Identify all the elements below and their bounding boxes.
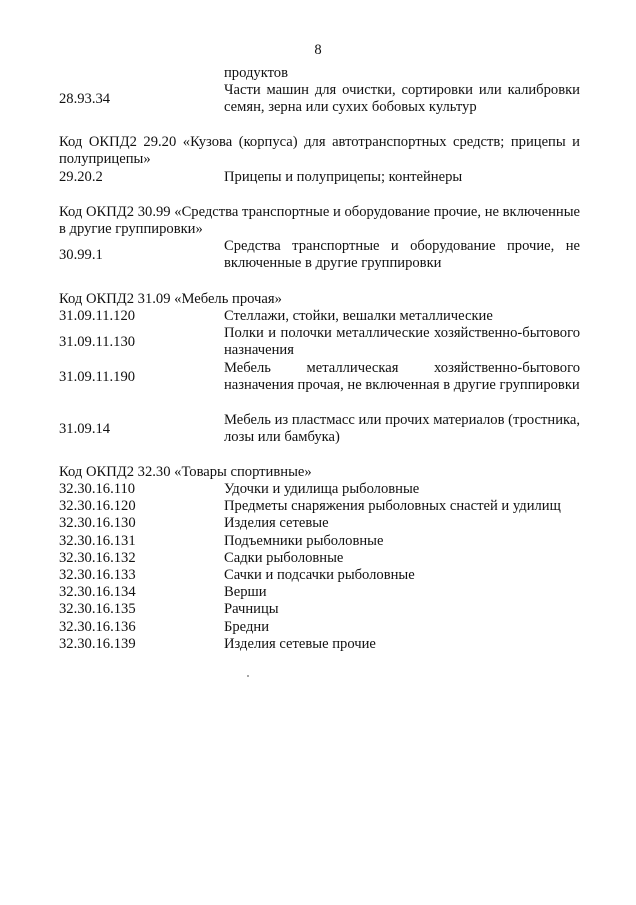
item-code: 30.99.1 [59, 246, 103, 263]
item-row [59, 308, 580, 325]
item-code: 28.93.34 [59, 90, 111, 107]
section-heading-3109: Код ОКПД2 31.09 «Мебель прочая» [59, 291, 282, 307]
item-row [59, 498, 580, 515]
item-code: 32.30.16.136 [59, 618, 136, 635]
scan-speck [247, 675, 249, 677]
item-description: Части машин для очистки, сортировки или калибровки семян, зерна или сухих бобовых культур [224, 82, 580, 116]
item-description: Подъемники рыболовные [224, 532, 384, 549]
item-row [59, 481, 580, 498]
item-code: 29.20.2 [59, 169, 103, 185]
continuation-row [59, 65, 580, 82]
item-description: Рачницы [224, 601, 279, 618]
item-description: Садки рыболовные [224, 549, 344, 566]
item-code: 31.09.11.130 [59, 333, 136, 350]
item-code: 32.30.16.133 [59, 567, 136, 583]
item-description: Полки и полочки металлические хозяйственно-бытового назначения [224, 325, 580, 359]
item-code: 32.30.16.130 [59, 515, 136, 532]
item-code: 31.09.11.190 [59, 368, 136, 385]
item-code: 31.09.11.120 [59, 308, 136, 324]
item-code: 32.30.16.120 [59, 498, 136, 515]
item-row [59, 325, 580, 359]
item-description: Удочки и удилища рыболовные [224, 481, 420, 497]
item-row [59, 360, 580, 394]
item-code: 32.30.16.131 [59, 532, 136, 549]
item-description: Изделия сетевые [224, 515, 329, 532]
item-row [59, 601, 580, 618]
item-description: Мебель из пластмасс или прочих материалов (тростника, лозы или бамбука) [224, 412, 580, 446]
item-row [59, 515, 580, 532]
item-row [59, 619, 580, 636]
item-code: 31.09.14 [59, 420, 111, 437]
page-number: 8 [314, 42, 322, 58]
item-row [59, 550, 580, 567]
section-heading-3099: Код ОКПД2 30.99 «Средства транспортные и оборудование прочие, не включенные в другие группировки» [59, 204, 580, 238]
item-description: Предметы снаряжения рыболовных снастей и удилищ [224, 498, 561, 515]
item-code: 32.30.16.132 [59, 549, 136, 566]
item-description: Верши [224, 584, 267, 601]
item-description: Сачки и подсачки рыболовные [224, 567, 415, 583]
item-row [59, 636, 580, 653]
item-description: Мебель металлическая хозяйственно-бытового назначения прочая, не включенная в другие группировки [224, 360, 580, 394]
item-code: 32.30.16.134 [59, 584, 136, 601]
item-code: 32.30.16.139 [59, 635, 136, 652]
item-description: Бредни [224, 618, 270, 635]
item-row [59, 584, 580, 601]
section-heading-2920: Код ОКПД2 29.20 «Кузова (корпуса) для автотранспортных средств; прицепы и полуприцепы» [59, 134, 580, 168]
item-code: 32.30.16.110 [59, 481, 136, 497]
item-description: Средства транспортные и оборудование прочие, не включенные в другие группировки [224, 238, 580, 272]
item-row [59, 82, 580, 116]
item-row [59, 412, 580, 446]
item-description: Стеллажи, стойки, вешалки металлические [224, 308, 493, 324]
item-row [59, 169, 580, 186]
section-heading-3230: Код ОКПД2 32.30 «Товары спортивные» [59, 464, 312, 480]
item-code: 32.30.16.135 [59, 601, 136, 618]
item-description: Прицепы и полуприцепы; контейнеры [224, 169, 463, 185]
item-row [59, 238, 580, 272]
item-row [59, 567, 580, 584]
item-row [59, 533, 580, 550]
item-description: продуктов [224, 65, 288, 81]
item-description: Изделия сетевые прочие [224, 635, 376, 652]
